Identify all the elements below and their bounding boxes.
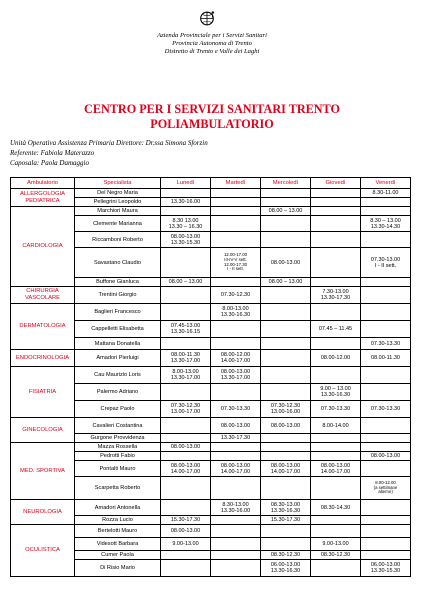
gio-hours-cell: 7.30-13.00 13.30-17.30 [311,287,361,304]
column-header-ambulatorio: Ambulatorio [11,178,75,189]
mar-hours-cell: 8.00-13.00 13.30-16.30 [211,304,261,321]
specialista-cell: Di Risio Mario [75,560,161,577]
ven-hours-cell [361,278,411,287]
gio-hours-cell [311,338,361,350]
page-title: CENTRO PER I SERVIZI SANITARI TRENTO [84,102,340,116]
lun-hours-cell [161,248,211,278]
mar-hours-cell [211,207,261,216]
specialista-cell: Crepaz Paolo [75,401,161,418]
mer-hours-cell [261,304,311,321]
ven-hours-cell [361,500,411,516]
ven-hours-cell: 8.00-12.00 (a settimane alterne) [361,477,411,500]
gio-hours-cell [311,477,361,500]
mar-hours-cell: 08.00-13.00 [211,418,261,434]
gio-hours-cell [311,198,361,207]
ven-hours-cell [361,367,411,384]
gio-hours-cell: 07.45 – 11.45 [311,321,361,338]
lun-hours-cell: 08.00-13.00 13.30-15.30 [161,232,211,248]
ambulatorio-cell: OCULISTICA [11,525,75,577]
ambulatorio-cell: MED. SPORTIVA [11,443,75,500]
ven-hours-cell [361,461,411,477]
mar-hours-cell [211,551,261,560]
mer-hours-cell: 08.30-12.30 [261,551,311,560]
lun-hours-cell: 08.00-11.30 13.30-17.00 [161,350,211,367]
specialista-cell: Trentini Giorgio [75,287,161,304]
column-header-specialista: Specialista [75,178,161,189]
gio-hours-cell [311,516,361,525]
mar-hours-cell [211,443,261,452]
mer-hours-cell [261,321,311,338]
gio-hours-cell [311,443,361,452]
mar-hours-cell: 08.00-13.00 14.00-17.00 [211,461,261,477]
lun-hours-cell [161,304,211,321]
ven-hours-cell: 07.30-13.30 [361,401,411,418]
mer-hours-cell [261,287,311,304]
specialista-cell: Palermo Adriano [75,384,161,401]
gio-hours-cell: 08.30-14.30 [311,500,361,516]
gio-hours-cell: 07.30-13.30 [311,401,361,418]
mar-hours-cell: 13.30-17.30 [211,434,261,443]
gio-hours-cell: 9.00-13.00 [311,538,361,551]
lun-hours-cell: 08.00 – 13.00 [161,278,211,287]
mar-hours-cell: 12.00-17.00 III-IV-V sett. 12.00-17.30 I - II sett. [211,248,261,278]
ambulatorio-cell: FISIATRIA [11,367,75,418]
table-row [11,525,411,538]
column-header-venerdi: Venerdì [361,178,411,189]
mer-hours-cell [261,443,311,452]
lun-hours-cell: 08.00-13.00 14.00-17.00 [161,461,211,477]
mer-hours-cell [261,452,311,461]
mer-hours-cell: 07.30-12.30 13.00-16.00 [261,401,311,418]
gio-hours-cell [311,367,361,384]
mar-hours-cell [211,198,261,207]
mar-hours-cell [211,452,261,461]
specialista-cell: Mattana Donatella [75,338,161,350]
mer-hours-cell: 08.00-13.00 14.00-17.00 [261,461,311,477]
ven-hours-cell [361,321,411,338]
ven-hours-cell: 06.00-13.00 13.30-15.30 [361,560,411,577]
lun-hours-cell [161,207,211,216]
specialista-cell: Gurgone Provvidenza [75,434,161,443]
lun-hours-cell [161,551,211,560]
gio-hours-cell [311,560,361,577]
ven-hours-cell: 08.00-11.30 [361,350,411,367]
lun-hours-cell [161,338,211,350]
ven-hours-cell: 08.00-13.00 [361,452,411,461]
ven-hours-cell [361,304,411,321]
mar-hours-cell [211,232,261,248]
specialista-cell: Cau Maurizio Loris [75,367,161,384]
specialista-cell: Cumer Paola [75,551,161,560]
mar-hours-cell: 8.30-13.00 13.30-16.00 [211,500,261,516]
lun-hours-cell [161,189,211,198]
mar-hours-cell [211,538,261,551]
lun-hours-cell: 8.00-13.00 13.30-17.00 [161,367,211,384]
header-line-1: Azienda Provinciale per i Servizi Sanitari [157,32,267,39]
ven-hours-cell [361,443,411,452]
mar-hours-cell [211,278,261,287]
ven-hours-cell: 07.30-13.00 I - II sett. [361,248,411,278]
ambulatorio-cell: CARDIOLOGIA [11,207,75,287]
ambulatorio-cell: CHIRURGIA VASCOLARE [11,287,75,304]
mer-hours-cell [261,216,311,232]
lun-hours-cell [161,418,211,434]
ambulatorio-cell: ALLERGOLOGIA PEDIATRICA [11,189,75,207]
specialista-cell: Buffone Gianluca [75,278,161,287]
gio-hours-cell [311,248,361,278]
specialista-cell: Scarpetta Roberto [75,477,161,500]
ven-hours-cell: 8.30 – 13.00 13.30-14.30 [361,216,411,232]
specialista-cell: Cappelletti Elisabetta [75,321,161,338]
mar-hours-cell [211,477,261,500]
specialista-cell: Rozza Lucio [75,516,161,525]
lun-hours-cell: 9.00-13.00 [161,538,211,551]
specialista-cell: Savastano Claudio [75,248,161,278]
specialista-cell: Amadori Antonella [75,500,161,516]
ven-hours-cell [361,232,411,248]
column-header-mercoledi: Mercoledì [261,178,311,189]
mar-hours-cell [211,321,261,338]
lun-hours-cell [161,384,211,401]
mar-hours-cell [211,384,261,401]
mer-hours-cell [261,384,311,401]
header-line-3: Distretto di Trento e Valle dei Laghi [164,48,260,55]
specialista-cell: Pedrotti Fabio [75,452,161,461]
gio-hours-cell [311,278,361,287]
mar-hours-cell [211,216,261,232]
table-row [11,418,411,434]
mar-hours-cell [211,338,261,350]
table-row [11,287,411,304]
table-row [11,304,411,321]
mar-hours-cell [211,560,261,577]
lun-hours-cell: 07.30-12.30 13.00-17.00 [161,401,211,418]
header-line-2: Provincia Autonoma di Trento [172,40,252,47]
mer-hours-cell [261,338,311,350]
mar-hours-cell [211,189,261,198]
mer-hours-cell: 08.00-13.00 [261,248,311,278]
ambulatorio-cell: DERMATOLOGIA [11,304,75,350]
table-row [11,350,411,367]
table-header-row [11,178,411,189]
ven-hours-cell [361,198,411,207]
mer-hours-cell: 08.00 – 13.00 [261,278,311,287]
mer-hours-cell: 06.00-13.00 13.30-16.30 [261,560,311,577]
schedule-table [10,177,411,577]
specialista-cell: Mazza Rossella [75,443,161,452]
specialista-cell: Pontalti Mauro [75,461,161,477]
mer-hours-cell: 15.30-17.30 [261,516,311,525]
table-row [11,207,411,216]
gio-hours-cell [311,207,361,216]
mer-hours-cell [261,232,311,248]
gio-hours-cell: 08.00-12.00 [311,350,361,367]
mer-hours-cell [261,525,311,538]
lun-hours-cell: 08.00-13.00 [161,443,211,452]
specialista-cell: Baglieri Francesco [75,304,161,321]
mer-hours-cell: 08.00 – 13.00 [261,207,311,216]
apss-logo-icon [198,9,216,29]
mar-hours-cell: 08.00-13.00 13.30-17.00 [211,367,261,384]
page-subtitle: POLIAMBULATORIO [150,117,274,131]
lun-hours-cell [161,560,211,577]
ambulatorio-cell: NEUROLOGIA [11,500,75,525]
specialista-cell: Videsott Barbara [75,538,161,551]
specialista-cell: Amadori Pierluigi [75,350,161,367]
mer-hours-cell [261,189,311,198]
ven-hours-cell [361,525,411,538]
specialista-cell: Cavalieri Costantina [75,418,161,434]
specialista-cell: Del Negro Maria [75,189,161,198]
gio-hours-cell: 8.00-14.00 [311,418,361,434]
gio-hours-cell: 08.30-12.30 [311,551,361,560]
mar-hours-cell [211,516,261,525]
ven-hours-cell [361,418,411,434]
gio-hours-cell [311,232,361,248]
mar-hours-cell [211,525,261,538]
lun-hours-cell [161,287,211,304]
ven-hours-cell [361,516,411,525]
lun-hours-cell [161,477,211,500]
specialista-cell: Riccamboni Roberto [75,232,161,248]
gio-hours-cell: 08.00-13.00 14.00-17.00 [311,461,361,477]
gio-hours-cell [311,304,361,321]
gio-hours-cell [311,189,361,198]
mer-hours-cell [261,350,311,367]
lun-hours-cell [161,452,211,461]
mer-hours-cell [261,538,311,551]
director-line: Unità Operativa Assistenza Primaria Direttore: Dr.ssa Simona Sforzin [10,139,208,147]
ven-hours-cell: 8.30-11.00 [361,189,411,198]
table-row [11,443,411,452]
ven-hours-cell: 07.30-13.30 [361,338,411,350]
caposala-line: Caposala: Paola Damaggio [10,159,89,167]
specialista-cell: Bertelotti Mauro [75,525,161,538]
gio-hours-cell [311,452,361,461]
column-header-lunedi: Lunedì [161,178,211,189]
column-header-giovedi: Giovedì [311,178,361,189]
specialista-cell: Pellegrini Leopoldo [75,198,161,207]
lun-hours-cell: 13.30-16.00 [161,198,211,207]
ambulatorio-cell: GINECOLOGIA [11,418,75,443]
lun-hours-cell: 8.30 13.00 13.30 – 16.30 [161,216,211,232]
ambulatorio-cell: ENDOCRINOLOGIA [11,350,75,367]
ven-hours-cell [361,551,411,560]
ven-hours-cell [361,434,411,443]
specialista-cell: Clemente Marianna [75,216,161,232]
ven-hours-cell [361,207,411,216]
gio-hours-cell [311,216,361,232]
column-header-martedi: Martedì [211,178,261,189]
gio-hours-cell: 9.00 – 13.00 13.30-16.30 [311,384,361,401]
mar-hours-cell: 08.00-12.00 14.00-17.00 [211,350,261,367]
lun-hours-cell [161,500,211,516]
mer-hours-cell [261,198,311,207]
mer-hours-cell: 08.00-13.00 [261,418,311,434]
mar-hours-cell: 07.30-12.30 [211,287,261,304]
lun-hours-cell [161,434,211,443]
ven-hours-cell [361,287,411,304]
table-row [11,500,411,516]
gio-hours-cell [311,434,361,443]
lun-hours-cell: 07.45-13.00 13.30-16.15 [161,321,211,338]
ven-hours-cell [361,538,411,551]
lun-hours-cell: 15.30-17.30 [161,516,211,525]
mer-hours-cell [261,367,311,384]
mer-hours-cell: 08.30-13.00 13.30-16.30 [261,500,311,516]
mar-hours-cell: 07.30-13.30 [211,401,261,418]
mer-hours-cell [261,434,311,443]
referent-line: Referente: Fabiola Materazzo [10,149,95,157]
specialista-cell: Marchiori Maura [75,207,161,216]
lun-hours-cell: 08.00-13.00 [161,525,211,538]
ven-hours-cell [361,384,411,401]
table-row [11,189,411,198]
gio-hours-cell [311,525,361,538]
table-row [11,367,411,384]
mer-hours-cell [261,477,311,500]
